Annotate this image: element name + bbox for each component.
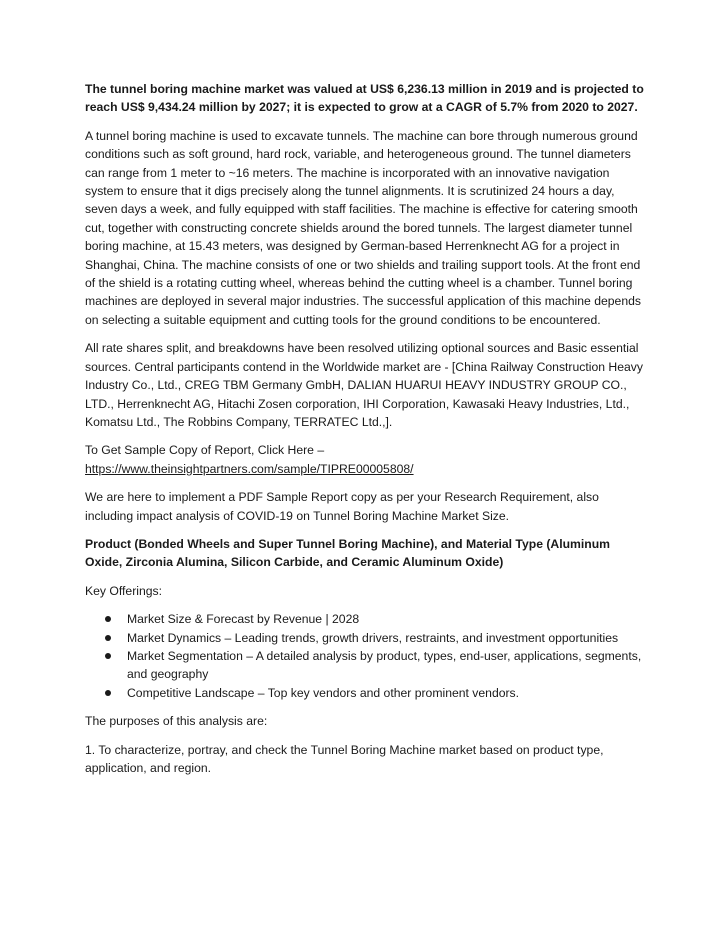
bullet-icon bbox=[105, 653, 111, 659]
key-offerings-list bbox=[85, 610, 645, 702]
list-item-text: Market Size & Forecast by Revenue | 2028 bbox=[127, 612, 360, 627]
list-item-text: Competitive Landscape – Top key vendors and other prominent vendors. bbox=[127, 685, 520, 700]
document-body bbox=[85, 80, 645, 787]
list-item bbox=[85, 647, 645, 684]
participants-paragraph: All rate shares split, and breakdowns have been resolved utilizing optional sources and Basic essential sources. Central participants contend in the Worldwide market are - [China Railway Construction Heavy Industry Co., Ltd., CREG TBM Germany GmbH, DALIAN HUARUI HEAVY INDUSTRY GROUP CO., LTD., Herrenknecht AG, Hitachi Zosen corporation, IHI Corporation, Kawasaki Heavy Industries, Ltd., Komatsu Ltd., The Robbins Company, TERRATEC Ltd.,]. bbox=[85, 341, 643, 429]
bullet-icon bbox=[105, 616, 111, 622]
sample-label: To Get Sample Copy of Report, Click Here – bbox=[85, 443, 325, 458]
product-heading: Product (Bonded Wheels and Super Tunnel Boring Machine), and Material Type (Aluminum Oxide, Zirconia Alumina, Silicon Carbide, and Ceramic Aluminum Oxide) bbox=[85, 536, 610, 570]
list-item-text: Market Segmentation – A detailed analysis by product, types, end-user, applications, segments, and geography bbox=[127, 648, 642, 682]
pdf-paragraph: We are here to implement a PDF Sample Report copy as per your Research Requirement, also including impact analysis of COVID-19 on Tunnel Boring Machine Market Size. bbox=[85, 490, 599, 523]
purpose-item: 1. To characterize, portray, and check the Tunnel Boring Machine market based on product type, application, and region. bbox=[85, 742, 604, 775]
bullet-icon bbox=[105, 635, 111, 641]
key-offerings-label: Key Offerings: bbox=[85, 583, 162, 598]
list-item bbox=[85, 610, 645, 628]
list-item-text: Market Dynamics – Leading trends, growth drivers, restraints, and investment opportunities bbox=[127, 630, 619, 645]
sample-paragraph bbox=[85, 441, 645, 478]
list-item bbox=[85, 684, 645, 702]
bullet-icon bbox=[105, 690, 111, 696]
purposes-label: The purposes of this analysis are: bbox=[85, 714, 268, 729]
list-item bbox=[85, 629, 645, 647]
headline-paragraph: The tunnel boring machine market was valued at US$ 6,236.13 million in 2019 and is projected to reach US$ 9,434.24 million by 2027; it is expected to grow at a CAGR of 5.7% from 2020 to 2027. bbox=[85, 82, 644, 115]
sample-link[interactable]: https://www.theinsightpartners.com/sample/TIPRE00005808/ bbox=[85, 461, 414, 476]
intro-paragraph: A tunnel boring machine is used to excavate tunnels. The machine can bore through numerous ground conditions such as soft ground, hard rock, variable, and heterogeneous ground. The tunnel diameters can range from 1 meter to ~16 meters. The machine is incorporated with an innovative navigation system to ensure that it digs precisely along the tunnel alignments. It is scrutinized 24 hours a day, seven days a week, and fully equipped with staff facilities. The machine is effective for catering smooth cut, together with constructing concrete shields around the bored tunnels. The largest diameter tunnel boring machine, at 15.43 meters, was designed by German-based Herrenknecht AG for a project in Shanghai, China. The machine consists of one or two shields and trailing support tools. At the front end of the shield is a rotating cutting wheel, whereas behind the cutting wheel is a chamber. Tunnel boring machines are deployed in several major industries. The successful application of this machine depends on selecting a suitable equipment and cutting tools for the ground conditions to be encountered. bbox=[85, 128, 641, 327]
